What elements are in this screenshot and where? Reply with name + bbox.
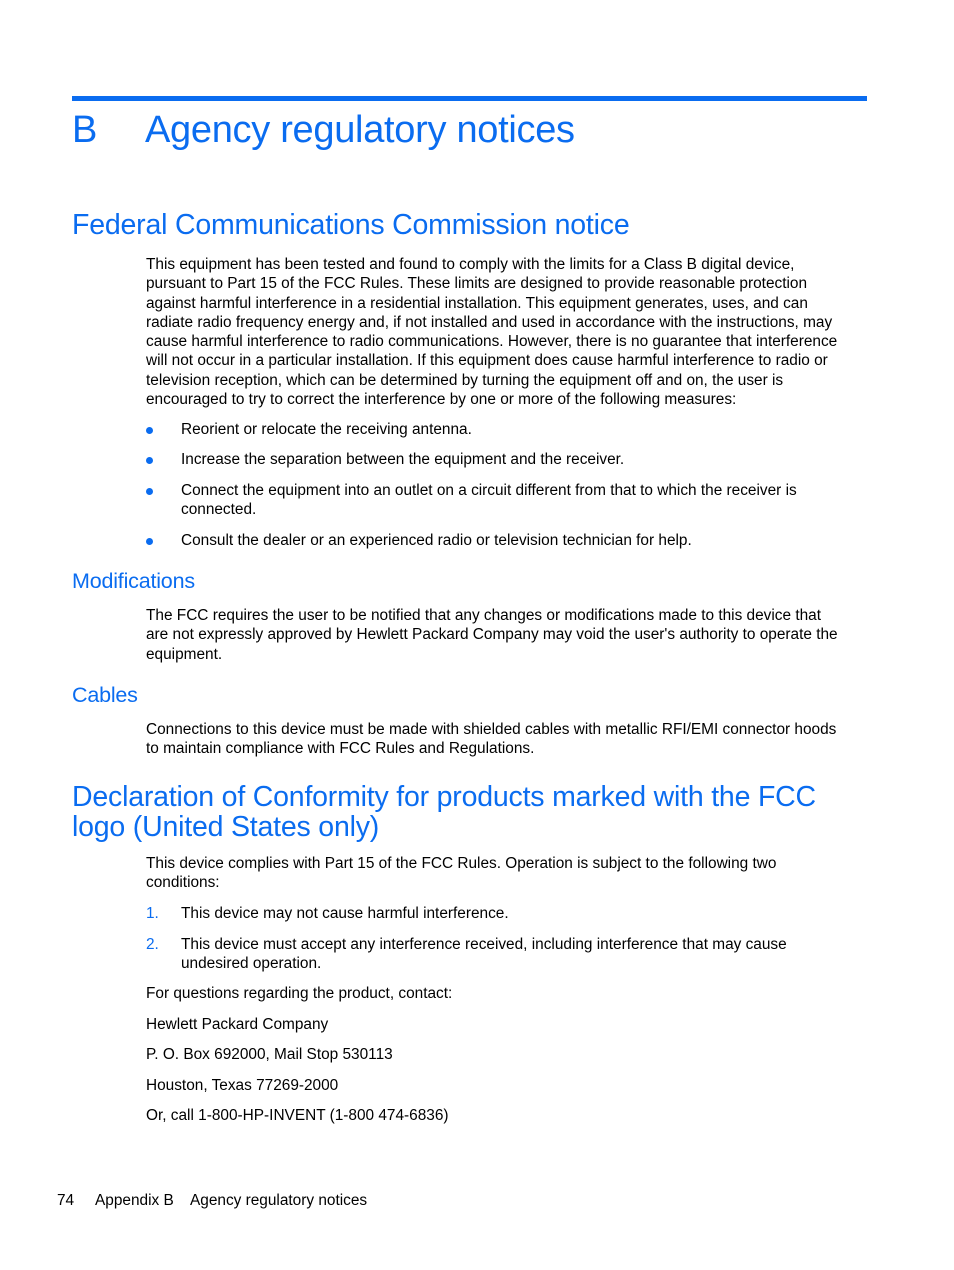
contact-city: Houston, Texas 77269-2000	[146, 1077, 339, 1094]
fcc-intro-line: cause harmful interference to radio communications. However, there is no guarantee that interference	[146, 333, 838, 351]
fcc-intro-line: pursuant to Part 15 of the FCC Rules. These limits are designed to provide reasonable protection	[146, 275, 808, 293]
contact-po-box: P. O. Box 692000, Mail Stop 530113	[146, 1046, 393, 1063]
contact-company: Hewlett Packard Company	[146, 1016, 329, 1033]
doc-heading-line: logo (United States only)	[72, 811, 380, 843]
footer-section: Appendix B	[95, 1192, 174, 1209]
fcc-intro-line: will not occur in a particular installation. If this equipment does cause harmful interference to radio or	[146, 352, 828, 370]
bullet-text	[181, 481, 797, 520]
page-number: 74	[57, 1192, 75, 1209]
chapter-rule	[72, 96, 867, 101]
fcc-intro	[146, 255, 876, 409]
bullet-text-line: connected.	[181, 501, 257, 519]
doc-heading	[72, 782, 816, 842]
fcc-intro-line: encouraged to try to correct the interference by one or more of the following measures:	[146, 391, 737, 409]
contact-phone: Or, call 1-800-HP-INVENT (1-800 474-6836)	[146, 1107, 449, 1124]
condition-number: 1.	[146, 905, 159, 922]
condition-text-line: undesired operation.	[181, 955, 322, 973]
condition-text	[181, 935, 787, 974]
fcc-heading: Federal Communications Commission notice	[72, 209, 630, 241]
bullet-text-line: Connect the equipment into an outlet on a circuit different from that to which the receiver is	[181, 482, 797, 499]
modifications-heading: Modifications	[72, 569, 195, 593]
fcc-intro-line: radiate radio frequency energy and, if not installed and used in accordance with the instructions, may	[146, 313, 833, 331]
modifications-line: The FCC requires the user to be notified that any changes or modifications made to this device that	[146, 607, 821, 624]
cables-line: Connections to this device must be made with shielded cables with metallic RFI/EMI connector hoods	[146, 721, 837, 738]
doc-intro-line: conditions:	[146, 874, 220, 892]
page-footer	[57, 1191, 367, 1210]
contact-intro: For questions regarding the product, contact:	[146, 985, 453, 1002]
bullet-text: Consult the dealer or an experienced radio or television technician for help.	[181, 532, 692, 549]
condition-text: This device may not cause harmful interference.	[181, 905, 509, 922]
fcc-intro-line: This equipment has been tested and found to comply with the limits for a Class B digital device,	[146, 256, 795, 273]
bullet-icon	[146, 457, 153, 464]
bullet-icon	[146, 538, 153, 545]
cables-line: to maintain compliance with FCC Rules and Regulations.	[146, 740, 535, 758]
bullet-text: Reorient or relocate the receiving antenna.	[181, 421, 472, 438]
chapter-letter: B	[72, 109, 98, 151]
bullet-icon	[146, 488, 153, 495]
modifications-text	[146, 606, 876, 664]
bullet-text: Increase the separation between the equipment and the receiver.	[181, 451, 625, 468]
fcc-intro-line: against harmful interference in a residential installation. This equipment generates, uses, and can	[146, 294, 808, 312]
chapter-title	[72, 104, 575, 156]
chapter-title-text: Agency regulatory notices	[145, 109, 575, 151]
fcc-intro-line: television reception, which can be determined by turning the equipment off and on, the user is	[146, 371, 784, 389]
cables-text	[146, 720, 876, 759]
footer-title: Agency regulatory notices	[190, 1192, 368, 1209]
cables-heading: Cables	[72, 683, 138, 707]
condition-number: 2.	[146, 936, 159, 953]
doc-intro	[146, 854, 876, 893]
bullet-icon	[146, 427, 153, 434]
doc-heading-line: Declaration of Conformity for products marked with the FCC	[72, 781, 816, 813]
modifications-line: are not expressly approved by Hewlett Packard Company may void the user's authority to operate the	[146, 626, 838, 644]
condition-text-line: This device must accept any interference received, including interference that may cause	[181, 936, 787, 953]
modifications-line: equipment.	[146, 645, 223, 663]
doc-intro-line: This device complies with Part 15 of the FCC Rules. Operation is subject to the following two	[146, 855, 777, 872]
